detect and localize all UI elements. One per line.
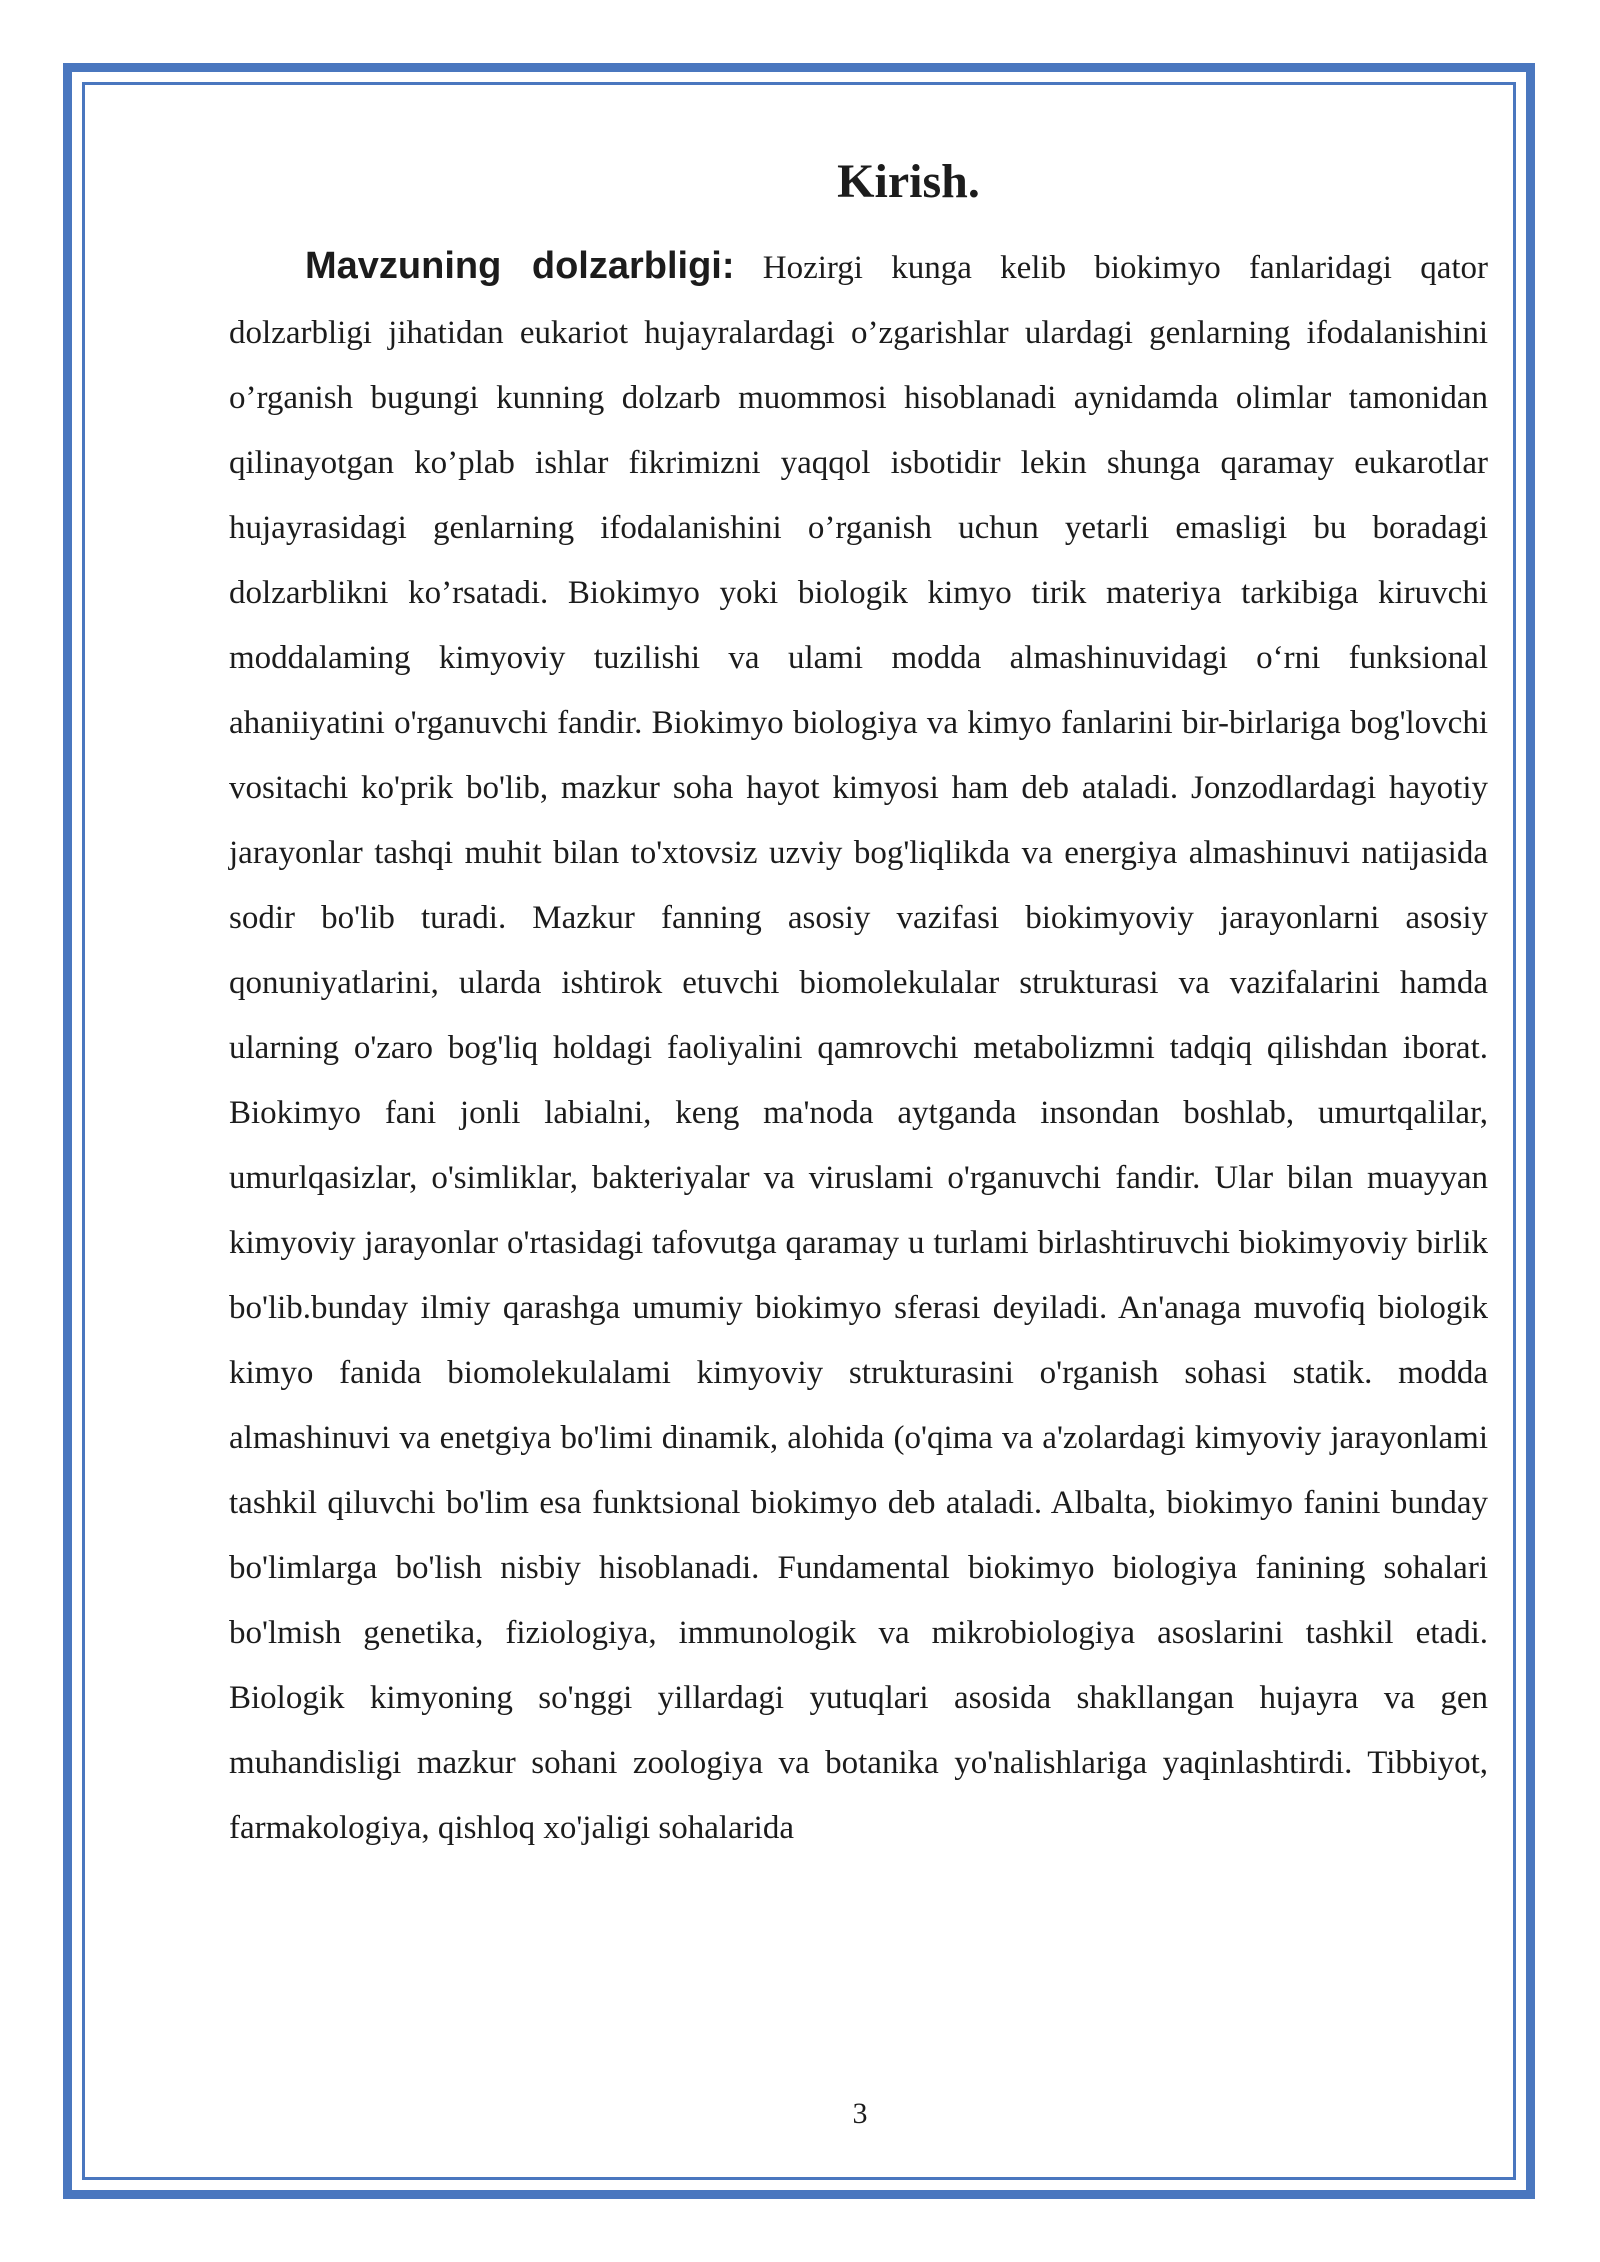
page-number: 3 [852, 2097, 868, 2130]
body-paragraph [229, 234, 1488, 1861]
document-content [229, 152, 1488, 1861]
document-title: Kirish. [837, 155, 980, 208]
lead-heading: Mavzuning dolzarbligi: [305, 245, 735, 287]
body-text: Hozirgi kunga kelib biokimyo fanlaridagi qator dolzarbligi jihatidan eukariot hujayralardagi o’zgarishlar ulardagi genlarning ifodalanishini o’rganish bugungi kunning dolzarb muommosi hisoblanadi aynidamda olimlar tamonidan qilinayotgan ko’plab ishlar fikrimizni yaqqol isbotidir lekin shunga qaramay eukarotlar hujayrasidagi genlarning ifodalanishini o’rganish uchun yetarli emasligi bu boradagi dolzarblikni ko’rsatadi. Biokimyo yoki biologik kimyo tirik materiya tarkibiga kiruvchi moddalaming kimyoviy tuzilishi va ulami modda almashinuvidagi o‘rni funksional ahaniiyatini o'rganuvchi fandir. Biokimyo biologiya va kimyo fanlarini bir-birlariga bog'lovchi vositachi ko'prik bo'lib, mazkur soha hayot kimyosi ham deb ataladi. Jonzodlardagi hayotiy jarayonlar tashqi muhit bilan to'xtovsiz uzviy bog'liqlikda va energiya almashinuvi natijasida sodir bo'lib turadi. Mazkur fanning asosiy vazifasi biokimyoviy jarayonlarni asosiy qonuniyatlarini, ularda ishtirok etuvchi biomolekulalar strukturasi va vazifalarini hamda ularning o'zaro bog'liq holdagi faoliyalini qamrovchi metabolizmni tadqiq qilishdan iborat. Biokimyo fani jonli labialni, keng ma'noda aytganda insondan boshlab, umurtqalilar, umurlqasizlar, o'simliklar, bakteriyalar va viruslami o'rganuvchi fandir. Ular bilan muayyan kimyoviy jarayonlar o'rtasidagi tafovutga qaramay u turlami birlashtiruvchi biokimyoviy birlik bo'lib.bunday ilmiy qarashga umumiy biokimyo sferasi deyiladi. An'anaga muvofiq biologik kimyo fanida biomolekulalami kimyoviy strukturasini o'rganish sohasi statik. modda almashinuvi va enetgiya bo'limi dinamik, alohida (o'qima va a'zolardagi kimyoviy jarayonlami tashkil qiluvchi bo'lim esa funktsional biokimyo deb ataladi. Albalta, biokimyo fanini bunday bo'limlarga bo'lish nisbiy hisoblanadi. Fundamental biokimyo biologiya fanining sohalari bo'lmish genetika, fiziologiya, immunologik va mikrobiologiya asoslarini tashkil etadi. Biologik kimyoning so'nggi yillardagi yutuqlari asosida shakllangan hujayra va gen muhandisligi mazkur sohani zoologiya va botanika yo'nalishlariga yaqinlashtirdi. Tibbiyot, farmakologiya, qishloq xo'jaligi sohalarida [229, 250, 1489, 1846]
